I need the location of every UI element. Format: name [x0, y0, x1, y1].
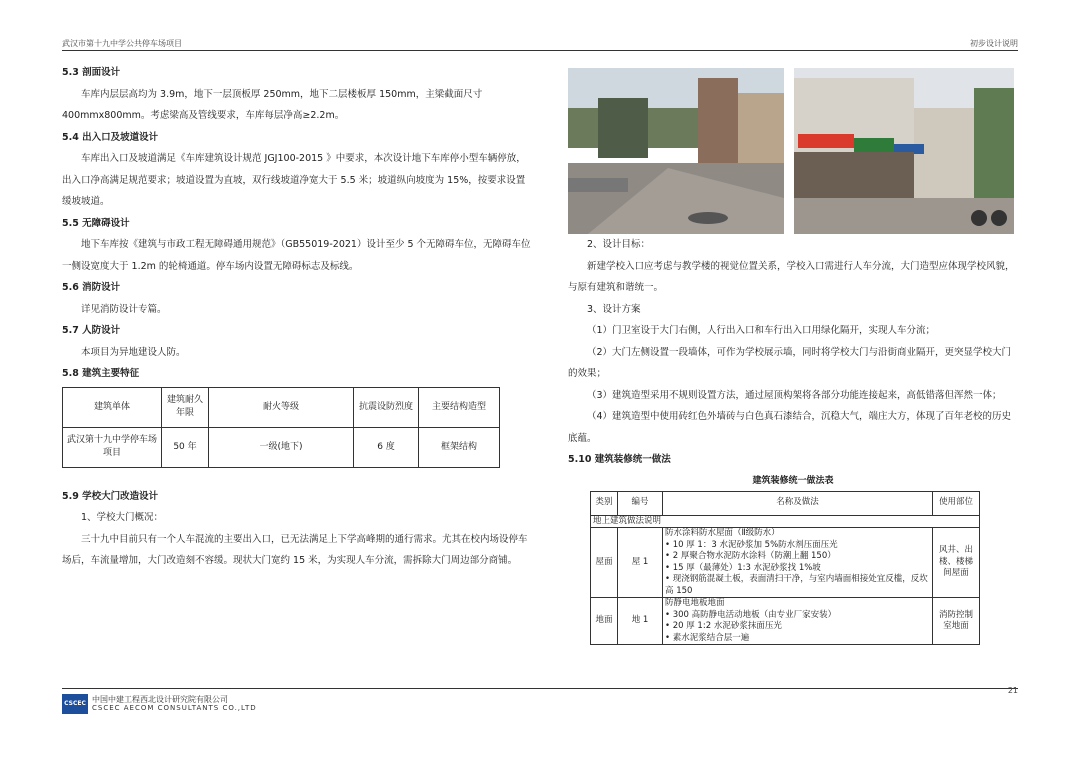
table-header-cell: 耐火等级 — [209, 387, 354, 427]
subheading-gate-overview: 1、学校大门概况： — [81, 512, 164, 523]
table-header-cell: 名称及做法 — [663, 491, 933, 515]
method-line: • 素水泥浆结合层一遍 — [665, 632, 750, 643]
section-title-5-7: 5.7 人防设计 — [62, 325, 121, 336]
table-header-cell: 编号 — [618, 491, 663, 515]
company-name-cn: 中国中建工程西北设计研究院有限公司 — [92, 695, 228, 704]
method-line: 防静电地板地面 — [665, 598, 725, 608]
table-cell: 屋面 — [591, 528, 618, 598]
subheading-design-plan: 3、设计方案 — [587, 303, 641, 315]
section-title-5-10: 5.10 建筑装修统一做法 — [568, 454, 671, 465]
table-cell-method — [663, 528, 933, 598]
table-cell: 消防控制室地面 — [933, 598, 980, 645]
section-text-5-6: 详见消防设计专篇。 — [81, 303, 167, 315]
finish-table-title: 建筑装修统一做法表 — [752, 475, 834, 486]
section-text-5-3: 车库内层层高均为 3.9m，地下一层顶板厚 250mm，地下二层楼板厚 150mm，主梁截面尺寸400mmx800mm。考虑梁高及管线要求，车库每层净高≥2.2m。 — [62, 88, 483, 121]
company-name-en: CSCEC AECOM CONSULTANTS CO.,LTD — [92, 704, 257, 712]
footer-rule — [62, 688, 1018, 689]
street-photo-gate — [568, 68, 784, 234]
plan-item: （1）门卫室设于大门右侧，人行出入口和车行出入口用绿化隔开，实现人车分流； — [587, 325, 936, 336]
method-line: • 2 厚聚合物水泥防水涂料（防潮上翻 150） — [665, 551, 836, 561]
table-cell: 地 1 — [618, 598, 663, 645]
table-section-row: 地上建筑做法说明 — [591, 515, 980, 528]
section-text-5-9: 三十九中目前只有一个人车混流的主要出入口，已无法满足上下学高峰期的通行需求。尤其在校内场设停车场后，车流量增加，大门改造刻不容缓。现状大门宽约 15 米，为实现人车分流，需拆除大门周边部分商铺。 — [62, 533, 528, 566]
section-title-5-3: 5.3 剖面设计 — [62, 67, 121, 78]
table-cell-method — [663, 598, 933, 645]
header-rule — [62, 50, 1018, 51]
right-column — [568, 64, 1018, 645]
table-cell: 50 年 — [162, 427, 209, 467]
plan-item: （4）建筑造型中使用砖红色外墙砖与白色真石漆结合，沉稳大气，端庄大方，体现了百年老校的历史底蕴。 — [568, 411, 1012, 444]
left-column — [62, 62, 532, 572]
method-line: • 15 厚（最薄处）1:3 水泥砂浆找 1%坡 — [665, 562, 821, 573]
section-title-5-4: 5.4 出入口及坡道设计 — [62, 131, 159, 143]
company-logo: CSCEC — [62, 694, 88, 714]
table-cell: 框架结构 — [419, 427, 500, 467]
section-title-5-8: 5.8 建筑主要特征 — [62, 368, 140, 379]
table-header-cell: 抗震设防烈度 — [354, 387, 419, 427]
table-header-cell: 建筑耐久年限 — [162, 387, 209, 427]
table-header-cell: 类别 — [591, 491, 618, 515]
photo-strip — [568, 68, 1018, 240]
method-line: • 现浇钢筋混凝土板，表面清扫干净，与室内墙面相接处宜反槛，反坎高 150 — [665, 574, 928, 596]
street-photo-shops — [794, 68, 1014, 234]
page-header — [62, 38, 1018, 50]
street-shops-image — [794, 68, 1014, 234]
table-cell: 屋 1 — [618, 528, 663, 598]
table-cell: 武汉第十九中学停车场项目 — [63, 427, 162, 467]
table-header-cell: 主要结构造型 — [419, 387, 500, 427]
method-line: 防水涂料防水屋面（Ⅱ级防水） — [665, 528, 780, 538]
street-gate-image — [568, 68, 784, 234]
building-features-table — [62, 387, 500, 468]
subheading-design-goal: 2、设计目标： — [587, 239, 651, 250]
table-cell: 地面 — [591, 598, 618, 645]
design-goal-text: 新建学校入口应考虑与教学楼的视觉位置关系，学校入口需进行人车分流，大门造型应体现学校风貌，与原有建筑和谐统一。 — [568, 260, 1015, 293]
header-project-title: 武汉市第十九中学公共停车场项目 — [62, 39, 182, 48]
plan-item: （2）大门左侧设置一段墙体，可作为学校展示墙，同时将学校大门与沿街商业隔开，更突显学校大门的效果； — [568, 346, 1012, 379]
table-header-cell: 使用部位 — [933, 491, 980, 515]
section-title-5-5: 5.5 无障碍设计 — [62, 217, 130, 229]
table-cell: 风井、出楼、楼梯间屋面 — [933, 528, 980, 598]
section-text-5-5: 地下车库按《建筑与市政工程无障碍通用规范》（GB55019-2021）设计至少 5 个无障碍车位，无障碍车位一侧设宽度大于 1.2m 的轮椅通道。停车场内设置无障碍标志及标线。 — [62, 239, 531, 272]
section-title-5-9: 5.9 学校大门改造设计 — [62, 490, 159, 502]
method-line: • 10 厚 1：3 水泥砂浆加 5%防水剂压面压光 — [665, 539, 838, 550]
section-title-5-6: 5.6 消防设计 — [62, 282, 121, 293]
finish-table — [590, 491, 980, 646]
section-text-5-7: 本项目为异地建设人防。 — [81, 346, 186, 358]
page-footer — [62, 686, 1018, 716]
page-number: 21 — [1007, 686, 1018, 695]
header-doc-title: 初步设计说明 — [970, 39, 1018, 48]
table-header-cell: 建筑单体 — [63, 387, 162, 427]
method-line: • 300 高防静电活动地板（由专业厂家安装） — [665, 609, 837, 620]
section-text-5-4: 车库出入口及坡道满足《车库建筑设计规范 JGJ100-2015 》中要求，本次设计地下车库停小型车辆停放，出入口净高满足规范要求；坡道设置为直坡，双行线坡道净宽大于 5.5 米；坡道纵向坡度为 15%，按要求设置缓坡坡道。 — [62, 153, 526, 207]
table-cell: 6 度 — [354, 427, 419, 467]
method-line: • 20 厚 1:2 水泥砂浆抹面压光 — [665, 621, 782, 631]
plan-item: （3）建筑造型采用不规则设置方法，通过屋顶构架将各部分功能连接起来，高低错落但浑然一体； — [587, 389, 1002, 401]
table-cell: 一级(地下) — [209, 427, 354, 467]
